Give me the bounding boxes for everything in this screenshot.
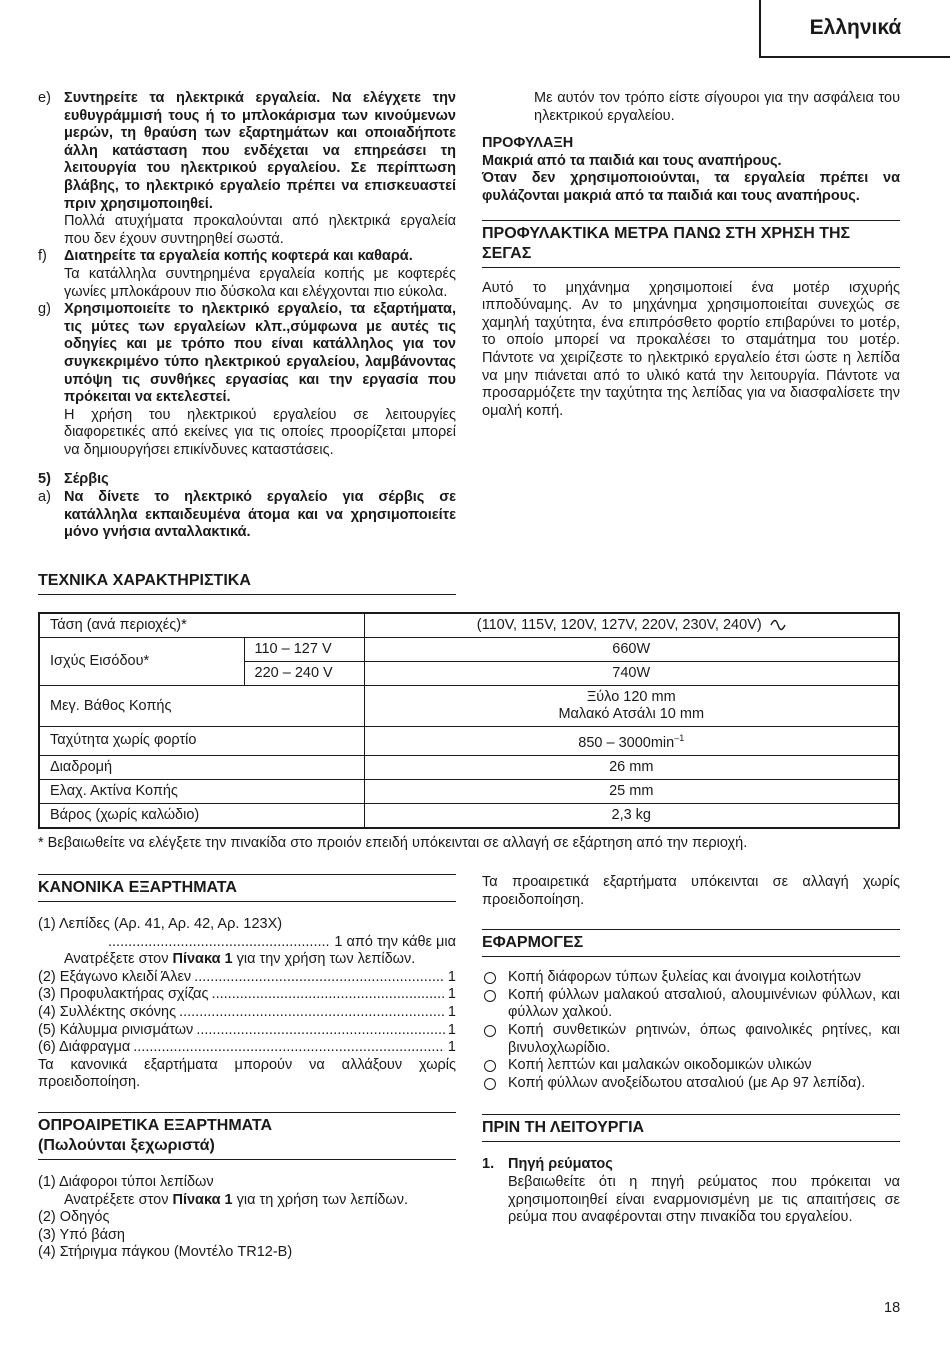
list-item: [482, 969, 900, 987]
item-g-text: Η χρήση του ηλεκτρικού εργαλείου σε λειτουργίες διαφορετικές από εκείνες για τις οποίες προορίζεται μπορεί να δημιουργήσει επικίνδυνες καταστάσεις.: [64, 406, 456, 458]
caution-line2: Όταν δεν χρησιμοποιούνται, τα εργαλεία πρέπει να φυλάζονται μακριά από τα παιδιά και τους αναπήρους.: [482, 170, 900, 204]
optional-note: Τα προαιρετικά εξαρτήματα υπόκεινται σε αλλαγή χωρίς προειδοποίηση.: [482, 874, 900, 908]
input-value-1: 660W: [364, 638, 899, 662]
applications-list: [482, 969, 900, 1092]
item-g-bold: Χρησιμοποιείτε το ηλεκτρικό εργαλείο, τα εξαρτήματα, τις μύτες των εργαλείων κλπ.,σύμφωνα με αυτές τις οδηγίες και με τρόπο που είναι κατάλληλος για τον συγκεκριμένο τύπο ηλεκτρικού εργαλείου, λαμβάνοντας υπόψη τις συνθήκες εργασίας και την εργασία που πρόκειται να εκτελεστεί.: [64, 301, 456, 406]
right-bottom-column: [482, 874, 900, 1227]
opt-item-2: (2) Οδηγός: [38, 1209, 110, 1226]
speed-label: Ταχύτητα χωρίς φορτίο: [39, 727, 364, 756]
application-text: Κοπή διάφορων τύπων ξυλείας και άνοιγμα κοιλοτήτων: [508, 969, 862, 986]
input-range-1: 110 – 127 V: [244, 638, 364, 662]
language-tab: Ελληνικά: [759, 0, 950, 58]
optional-heading-line1: ΟΠΡΟΑΙΡΕΤΙΚΑ ΕΞΑΡΤΗΜΑΤΑ: [38, 1116, 273, 1134]
application-text: Κοπή λεπτών και μαλακών οικοδομικών υλικών: [508, 1057, 812, 1074]
item-f-text: Τα κατάλληλα συντηρημένα εργαλεία κοπής με κοφτερές γωνίες μπλοκάρουν πιο δύσκολα και ελέγχονται πιο εύκολα.: [64, 265, 456, 300]
accessory-label: (4) Συλλέκτης σκόνης: [38, 1003, 177, 1020]
depth-cell: [364, 686, 899, 727]
table-row: [39, 638, 899, 662]
item-marker: g): [38, 301, 51, 318]
circle-bullet-icon: [484, 1025, 496, 1037]
list-item: [482, 1075, 900, 1093]
maintenance-item-f: [38, 248, 456, 301]
left-top-column: [38, 90, 456, 542]
service-title: Σέρβις: [64, 471, 109, 488]
applications-heading: ΕΦΑΡΜΟΓΕΣ: [482, 929, 900, 957]
item-marker: 1.: [482, 1156, 495, 1173]
leader-dots: [133, 1039, 445, 1057]
accessory-qty: 1: [447, 1003, 456, 1020]
std-item-1-qty: 1 από την κάθε μια: [334, 933, 456, 950]
voltage-label: Τάση (ανά περιοχές)*: [39, 613, 364, 638]
optional-accessories-heading: [38, 1112, 456, 1160]
opt-item-3: (3) Υπό βάση: [38, 1226, 125, 1243]
table-row: [39, 686, 899, 727]
stroke-value: 26 mm: [364, 755, 899, 779]
accessory-label: (5) Κάλυμμα ρινισμάτων: [38, 1021, 194, 1038]
weight-value: 2,3 kg: [364, 803, 899, 828]
power-source-title: Πηγή ρεύματος: [508, 1156, 613, 1173]
standard-accessories-heading: ΚΑΝΟΝΙΚΑ ΕΞΑΡΤΗΜΑΤΑ: [38, 874, 456, 902]
application-text: Κοπή φύλλων μαλακού ατσαλιού, αλουμινένιων φύλλων, και φύλλων χαλκού.: [508, 986, 900, 1021]
input-value-2: 740W: [364, 662, 899, 686]
circle-bullet-icon: [484, 990, 496, 1002]
service-item-a-text: Να δίνετε το ηλεκτρικό εργαλείο για σέρβις σε κατάλληλα εκπαιδευμένα άτομα και να χρησιμοποιείτε μόνο γνήσια ανταλλακτικά.: [64, 489, 456, 541]
table-row: [39, 779, 899, 803]
speed-cell: [364, 727, 899, 756]
std-note: Τα κανονικά εξαρτήματα μπορούν να αλλάξουν χωρίς προειδοποίηση.: [38, 1056, 456, 1091]
power-source-title-row: [482, 1156, 900, 1174]
accessory-qty: 1: [447, 986, 456, 1003]
before-operation-heading: ΠΡΙΝ ΤΗ ΛΕΙΤΟΥΡΓΙΑ: [482, 1114, 900, 1142]
maintenance-item-e: [38, 90, 456, 248]
radius-value: 25 mm: [364, 779, 899, 803]
application-text: Κοπή φύλλων ανοξείδωτου ατσαλιού (με Αρ 97 λεπίδα).: [508, 1074, 866, 1091]
optional-heading-line2: (Πωλούνται ξεχωριστά): [38, 1136, 215, 1154]
depth-value-1: Ξύλο 120 mm: [586, 689, 676, 705]
right-top-column: [482, 90, 900, 420]
list-item: [38, 969, 456, 987]
list-item: [482, 987, 900, 1022]
accessory-qty: 1: [447, 968, 456, 985]
precaution-text: Αυτό το μηχάνημα χρησιμοποιεί ένα μοτέρ ισχυρής ιπποδύναμης. Αν το μηχάνημα χρησιμοποιείται συνεχώς σε χαμηλή ταχύτητα, ένα επιπρόσθετο φορτίο επιβαρύνει το μοτέρ, το οποίο μπορεί να προκαλέσει το σταμάτημα του μοτέρ. Πάντοτε να χειρίζεστε το ηλεκτρικό εργαλείο έτσι ώστε η λεπίδα να μην πιάνεται από το υλικό κατά την λειτουργία. Πάντοτε να προσαρμόζετε την ταχύτητα της λεπίδας για να διασφαλίσετε την ομαλή κοπή.: [482, 279, 900, 419]
stroke-label: Διαδρομή: [39, 755, 364, 779]
application-text: Κοπή συνθετικών ρητινών, όπως φαινολικές ρητίνες, και βινυλοχλωρίδιο.: [508, 1021, 900, 1056]
specs-section: [38, 568, 456, 595]
item-e-text: Πολλά ατυχήματα προκαλούνται από ηλεκτρικά εργαλεία που δεν έχουν συντηρηθεί σωστά.: [64, 213, 456, 247]
page-number: 18: [884, 1300, 901, 1316]
service-item-a: [38, 489, 456, 542]
item-marker: f): [38, 248, 47, 265]
std-items-list: [38, 969, 456, 1057]
weight-label: Βάρος (χωρίς καλώδιο): [39, 803, 364, 828]
specs-table: [38, 612, 900, 829]
list-item: [38, 986, 456, 1004]
depth-label: Μεγ. Βάθος Κοπής: [39, 686, 364, 727]
table-row: [39, 803, 899, 828]
table-row: [39, 755, 899, 779]
left-bottom-column: [38, 874, 456, 1262]
opt-item-1-ref: [38, 1192, 456, 1210]
list-item: [38, 1004, 456, 1022]
depth-value-2: Μαλακό Ατσάλι 10 mm: [558, 706, 705, 722]
specs-footnote: * Βεβαιωθείτε να ελέγξετε την πινακίδα στο προιόν επειδή υπόκεινται σε αλλαγή σε εξάρτηση από την περιοχή.: [38, 835, 748, 851]
table-row: [39, 613, 899, 638]
voltage-cell: [364, 613, 899, 638]
std-item-1-ref: [38, 951, 456, 969]
opt-item-4: (4) Στήριγμα πάγκου (Μοντέλο TR12-B): [38, 1244, 293, 1261]
ref-table: Πίνακα 1: [172, 951, 233, 968]
table-row: [39, 727, 899, 756]
opt-item-1: (1) Διάφοροι τύποι λεπίδων: [38, 1173, 214, 1190]
input-range-2: 220 – 240 V: [244, 662, 364, 686]
accessory-qty: 1: [447, 1021, 456, 1038]
caution-title: ΠΡΟΦΥΛΑΞΗ: [482, 135, 574, 152]
accessory-label: (2) Εξάγωνο κλειδί Άλεν: [38, 968, 192, 985]
leader-dots: [194, 969, 445, 987]
power-source-text: Βεβαιωθείτε ότι η πηγή ρεύματος που πρόκειται να χρησιμοποιηθεί είναι εναρμονισμένη με τις απαιτήσεις σε ρεύμα που αναφέρονται στην πινακίδα του εργαλείου.: [508, 1173, 900, 1226]
item-f-bold: Διατηρείτε τα εργαλεία κοπής κοφτερά και καθαρά.: [64, 248, 413, 265]
leader-dots: [179, 1004, 445, 1022]
caution-line1: Μακριά από τα παιδιά και τους αναπήρους.: [482, 152, 782, 169]
ref-text: για τη χρήση των λεπίδων.: [232, 1191, 409, 1208]
ref-table: Πίνακα 1: [172, 1191, 233, 1208]
speed-unit-sup: –1: [674, 733, 685, 743]
list-item: [482, 1022, 900, 1057]
ref-text: Ανατρέξετε στον: [64, 1191, 173, 1208]
radius-label: Ελαχ. Ακτίνα Κοπής: [39, 779, 364, 803]
circle-bullet-icon: [484, 1078, 496, 1090]
ref-text: Ανατρέξετε στον: [64, 951, 173, 968]
speed-value: 850 – 3000min: [578, 734, 675, 751]
list-item: [482, 1057, 900, 1075]
service-section: [38, 471, 456, 489]
std-item-1: (1) Λεπίδες (Αρ. 41, Αρ. 42, Αρ. 123X): [38, 916, 283, 932]
leader-dots: [212, 986, 445, 1004]
circle-bullet-icon: [484, 972, 496, 984]
item-marker: e): [38, 90, 51, 106]
list-item: [38, 1022, 456, 1040]
accessory-label: (3) Προφυλακτήρας σχίζας: [38, 986, 209, 1003]
leader-dots: [108, 934, 331, 952]
accessory-qty: 1: [447, 1039, 456, 1056]
input-label: Ισχύς Εισόδου*: [39, 638, 244, 686]
section-marker: 5): [38, 471, 51, 488]
specs-heading: ΤΕΧΝΙΚΑ ΧΑΡΑΚΤΗΡΙΣΤΙΚΑ: [38, 568, 456, 595]
circle-bullet-icon: [484, 1060, 496, 1072]
item-e-bold: Συντηρείτε τα ηλεκτρικά εργαλεία. Να ελέγχετε την ευθυγράμμισή τους ή το μπλοκάρισμα των κινούμενων μερών, τη θραύση των εξαρτημάτων και οποιαδήποτε άλλη κατάσταση που ενδέχεται να επηρεάσει τη λειτουργία του ηλεκτρικού εργαλείου. Σε περίπτωση βλάβης, το ηλεκτρικό εργαλείο πρέπει να επισκευαστεί πριν χρησιμοποιηθεί.: [64, 90, 456, 212]
voltage-value: (110V, 115V, 120V, 127V, 220V, 230V, 240V): [476, 617, 762, 633]
leader-dots: [196, 1022, 445, 1040]
ac-symbol-icon: [770, 619, 786, 631]
ref-text: για την χρήση των λεπίδων.: [232, 951, 416, 968]
item-marker: a): [38, 489, 51, 506]
precaution-heading: ΠΡΟΦΥΛΑΚΤΙΚΑ ΜΕΤΡΑ ΠΑΝΩ ΣΤΗ ΧΡΗΣΗ ΤΗΣ ΣΕΓΑΣ: [482, 220, 900, 268]
safety-intro: Με αυτόν τον τρόπο είστε σίγουροι για την ασφάλεια του ηλεκτρικού εργαλείου.: [534, 90, 900, 124]
list-item: [38, 1039, 456, 1057]
std-item-1-qty-line: [38, 934, 456, 952]
maintenance-item-g: [38, 301, 456, 459]
accessory-label: (6) Διάφραγμα: [38, 1039, 131, 1056]
